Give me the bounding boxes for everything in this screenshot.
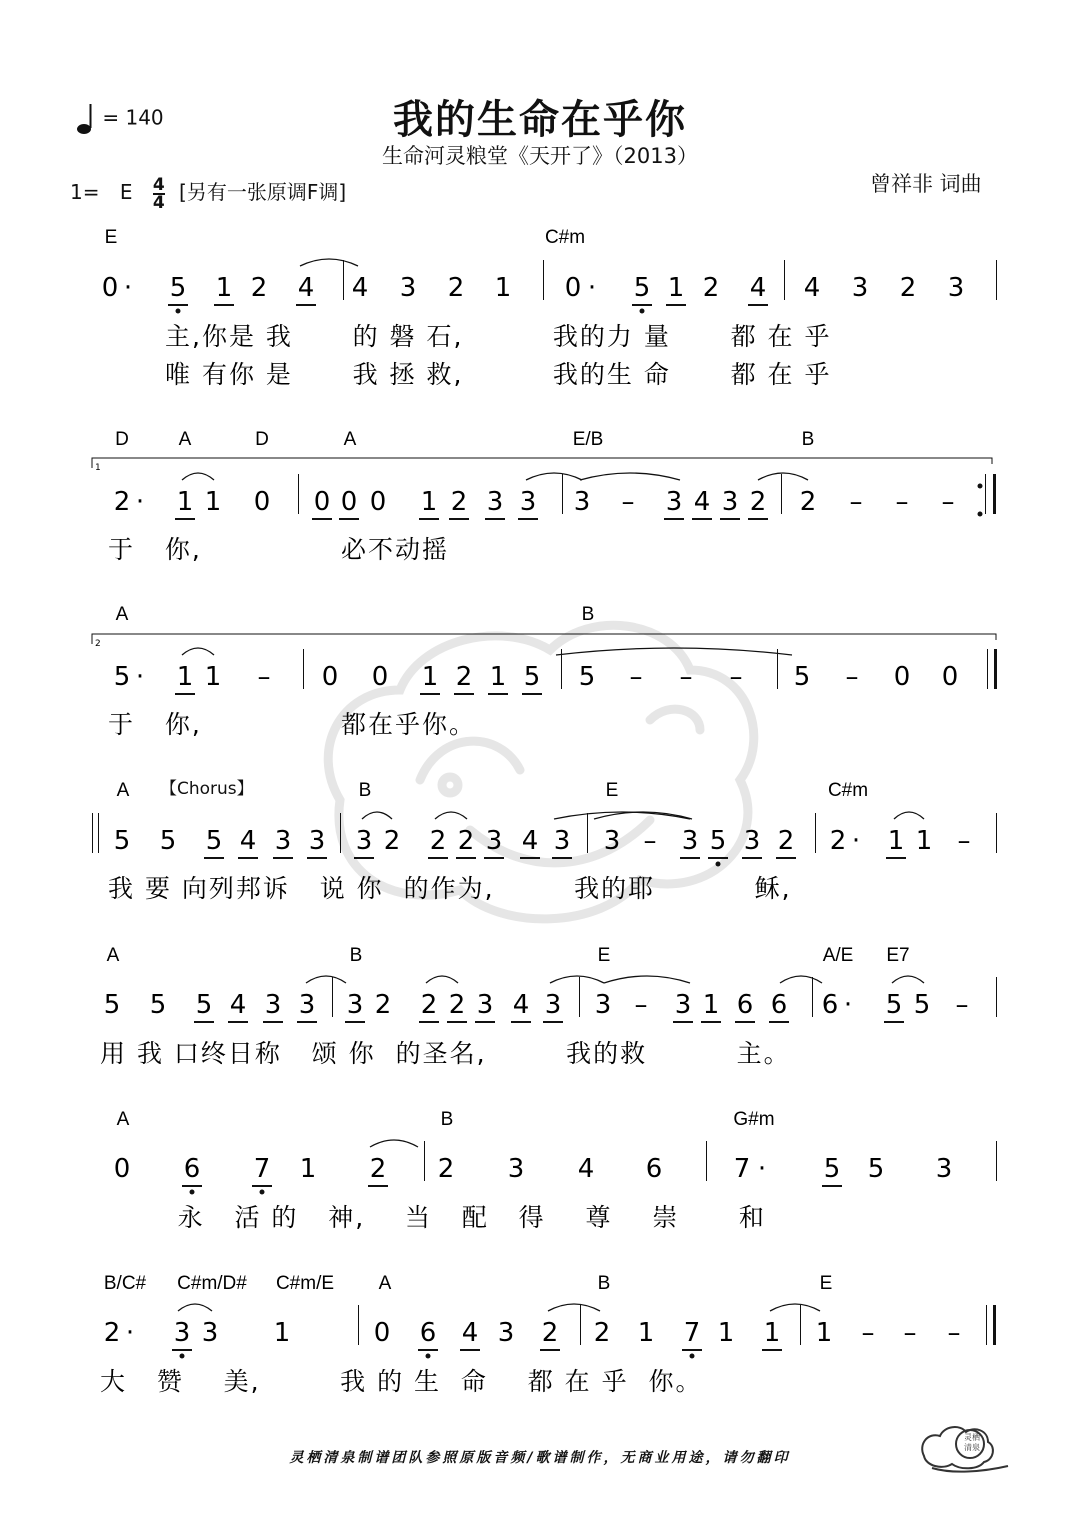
note: 4 [749, 273, 767, 303]
note: 1 [215, 273, 233, 303]
note: 5 [159, 826, 177, 856]
key-letter: E [119, 180, 133, 204]
note: 2 [113, 487, 131, 517]
lyric-line: 于 你, 必不动摇 [108, 535, 450, 564]
bar-line [996, 1141, 997, 1181]
note: 5 [709, 826, 727, 856]
slur [526, 473, 582, 480]
repeat-dot [978, 484, 983, 489]
note: 1 [637, 1318, 655, 1348]
note: 2 [374, 990, 392, 1020]
slur [604, 976, 690, 983]
note: 7 [253, 1154, 271, 1184]
note: 5 [578, 662, 596, 692]
note: 5 [113, 826, 131, 856]
note: · [135, 662, 145, 692]
note: 5 [103, 990, 121, 1020]
low-octave-dot [716, 862, 721, 867]
chord-symbol: C#m/E [275, 1273, 335, 1294]
bar-line [800, 1305, 801, 1345]
note: – [895, 487, 909, 517]
bar-line [562, 474, 563, 514]
note: – [679, 662, 693, 692]
bar-line [340, 813, 341, 853]
note: 0 [253, 487, 271, 517]
bar-line [332, 977, 333, 1017]
bar-line [996, 977, 997, 1017]
slur [178, 1304, 212, 1311]
chord-symbol: E [597, 945, 611, 966]
repeat-dot [978, 512, 983, 517]
time-bottom: 4 [152, 192, 165, 213]
note: – [941, 487, 955, 517]
footer-note: 灵栖清泉制谱团队参照原版音频/歌谱制作，无商业用途，请勿翻印 [289, 1450, 791, 1466]
bar-line [543, 260, 544, 300]
bar-line [993, 1305, 996, 1345]
note: 2 [420, 990, 438, 1020]
bar-line [985, 474, 986, 514]
low-octave-dot [426, 1354, 431, 1359]
bar-line [815, 813, 816, 853]
slur [426, 976, 458, 983]
chorus-label: 【Chorus】 [160, 779, 254, 799]
chord-symbol: G#m [733, 1109, 775, 1130]
note: 3 [544, 990, 562, 1020]
note: 3 [173, 1318, 191, 1348]
chord-symbol: B [581, 604, 595, 625]
svg-text:灵栖: 灵栖 [964, 1433, 980, 1442]
note: 3 [274, 826, 292, 856]
note: 1 [717, 1318, 735, 1348]
bar-line [303, 649, 304, 689]
note: 4 [803, 273, 821, 303]
slur [370, 1140, 418, 1147]
note: · [125, 1318, 135, 1348]
slur [892, 976, 924, 983]
chord-symbol: B [440, 1109, 454, 1130]
note: – [634, 990, 648, 1020]
bar-line [812, 977, 813, 1017]
volta-number: 1 [95, 463, 101, 473]
note: 1 [273, 1318, 291, 1348]
note: 3 [594, 990, 612, 1020]
note: 5 [633, 273, 651, 303]
note: 1 [176, 662, 194, 692]
note: 7 [683, 1318, 701, 1348]
note: 5 [823, 1154, 841, 1184]
note: 5 [149, 990, 167, 1020]
note: – [861, 1318, 875, 1348]
note: · [851, 826, 861, 856]
note: 1 [420, 487, 438, 517]
note: 0 [564, 273, 582, 303]
chord-symbol: E [819, 1273, 833, 1294]
note: 0 [321, 662, 339, 692]
low-octave-dot [176, 309, 181, 314]
note: – [957, 826, 971, 856]
chord-symbol: E [605, 780, 619, 801]
note: 0 [369, 487, 387, 517]
note: 0 [373, 1318, 391, 1348]
lyric-line: 唯 有你 是 我 拯 救, 我的生 命 都 在 乎 [165, 360, 832, 389]
note: 2 [702, 273, 720, 303]
chord-symbol: A [178, 429, 192, 450]
key-prefix: 1= [70, 180, 100, 204]
chord-symbol: A [106, 945, 120, 966]
note: 2 [250, 273, 268, 303]
note: 2 [455, 662, 473, 692]
bar-line [777, 649, 778, 689]
chord-symbol: E7 [886, 945, 910, 966]
note: · [843, 990, 853, 1020]
note: 0 [371, 662, 389, 692]
slur [435, 812, 467, 819]
note: – [955, 990, 969, 1020]
note: – [849, 487, 863, 517]
bar-line [343, 260, 344, 300]
slur [556, 648, 792, 655]
slur [770, 1304, 820, 1311]
slur [780, 976, 822, 983]
note: 3 [553, 826, 571, 856]
note: 5 [793, 662, 811, 692]
note: 1 [494, 273, 512, 303]
note: · [757, 1154, 767, 1184]
low-octave-dot [260, 1190, 265, 1195]
svg-text:清泉: 清泉 [964, 1443, 980, 1452]
lyric-line: 永 活 的 神, 当 配 得 尊 崇 和 [108, 1203, 766, 1232]
note: 3 [721, 487, 739, 517]
note: 2 [429, 826, 447, 856]
note: 3 [519, 487, 537, 517]
chord-symbol: C#m [827, 780, 869, 801]
note: 2 [777, 826, 795, 856]
bar-line [579, 977, 580, 1017]
note: 1 [667, 273, 685, 303]
note: 4 [461, 1318, 479, 1348]
lyric-line: 我 要 向列邦诉 说 你 的作为, 我的耶 稣, [108, 874, 792, 903]
chord-symbol: B [358, 780, 372, 801]
note: 6 [183, 1154, 201, 1184]
slur [182, 648, 214, 655]
note: 3 [947, 273, 965, 303]
note: 4 [297, 273, 315, 303]
note: 2 [899, 273, 917, 303]
note: 0 [101, 273, 119, 303]
bar-line [994, 649, 997, 689]
note: 1 [204, 662, 222, 692]
note: 0 [313, 487, 331, 517]
note: 0 [113, 1154, 131, 1184]
note: 3 [851, 273, 869, 303]
bar-line [986, 1305, 987, 1345]
note: – [621, 487, 635, 517]
note: 2 [829, 826, 847, 856]
slur [550, 976, 604, 983]
note: 1 [702, 990, 720, 1020]
low-octave-dot [640, 309, 645, 314]
note: 0 [893, 662, 911, 692]
note: 4 [351, 273, 369, 303]
lyric-line: 大 赞 美, 我 的 生 命 都 在 乎 你。 [100, 1367, 703, 1396]
note: – [729, 662, 743, 692]
volta-bracket [92, 634, 996, 644]
note: 2 [437, 1154, 455, 1184]
note: 6 [821, 990, 839, 1020]
note: 4 [577, 1154, 595, 1184]
note: 3 [476, 990, 494, 1020]
note: 2 [457, 826, 475, 856]
note: 1 [763, 1318, 781, 1348]
note: 2 [541, 1318, 559, 1348]
bar-line [993, 474, 996, 514]
note: · [123, 273, 133, 303]
slur [758, 473, 808, 480]
note: 3 [674, 990, 692, 1020]
note: 3 [486, 487, 504, 517]
note: 2 [369, 1154, 387, 1184]
note: 6 [645, 1154, 663, 1184]
bar-line [580, 1305, 581, 1345]
note: 3 [346, 990, 364, 1020]
note: 4 [521, 826, 539, 856]
chord-symbol: B/C# [103, 1273, 147, 1294]
note: 5 [913, 990, 931, 1020]
note: 2 [593, 1318, 611, 1348]
bar-line [587, 813, 588, 853]
bar-line [298, 474, 299, 514]
note: 0 [941, 662, 959, 692]
bar-line [781, 474, 782, 514]
note: 1 [915, 826, 933, 856]
note: 3 [573, 487, 591, 517]
slur [548, 1304, 600, 1311]
note: 5 [169, 273, 187, 303]
slur [306, 976, 346, 983]
note: 5 [205, 826, 223, 856]
bar-line [98, 813, 99, 853]
chord-symbol: D [115, 429, 129, 450]
chord-symbol: C#m [544, 227, 586, 248]
note: 3 [743, 826, 761, 856]
low-octave-dot [690, 1354, 695, 1359]
chord-symbol: A/E [822, 945, 854, 966]
lyric-line: 用 我 口终日称 颂 你 的圣名, 我的救 主。 [100, 1039, 791, 1068]
chord-symbol: B [801, 429, 815, 450]
note: 2 [103, 1318, 121, 1348]
bar-line [358, 1305, 359, 1345]
chord-symbol: E/B [572, 429, 604, 450]
note: 3 [507, 1154, 525, 1184]
bar-line [784, 260, 785, 300]
key-note: [另有一张原调F调] [179, 180, 347, 204]
note: 3 [298, 990, 316, 1020]
chord-symbol: C#m/D# [177, 1273, 247, 1294]
note: 4 [229, 990, 247, 1020]
note: 4 [512, 990, 530, 1020]
chord-symbol: B [349, 945, 363, 966]
note: 0 [340, 487, 358, 517]
note: 3 [485, 826, 503, 856]
note: 6 [736, 990, 754, 1020]
note: 6 [770, 990, 788, 1020]
chord-symbol: A [378, 1273, 392, 1294]
chord-symbol: A [343, 429, 357, 450]
volta-number: 2 [95, 639, 101, 649]
slur [894, 812, 924, 819]
chord-symbol: A [116, 1109, 130, 1130]
note: 3 [399, 273, 417, 303]
composer-credit: 曾祥非 词曲 [870, 172, 982, 196]
note: 3 [201, 1318, 219, 1348]
note: 2 [450, 487, 468, 517]
note: 2 [383, 826, 401, 856]
note: 5 [195, 990, 213, 1020]
slur [362, 812, 392, 819]
note: 5 [885, 990, 903, 1020]
note: 1 [421, 662, 439, 692]
note: 3 [355, 826, 373, 856]
note: 2 [447, 273, 465, 303]
bar-line [706, 1141, 707, 1181]
tempo-value: = 140 [102, 105, 164, 130]
bar-line [996, 813, 997, 853]
note: 4 [239, 826, 257, 856]
note: – [643, 826, 657, 856]
note: · [135, 487, 145, 517]
note: 1 [176, 487, 194, 517]
note: – [629, 662, 643, 692]
note: 3 [308, 826, 326, 856]
note: · [587, 273, 597, 303]
note: – [845, 662, 859, 692]
note: 2 [749, 487, 767, 517]
note: 1 [489, 662, 507, 692]
note: 6 [419, 1318, 437, 1348]
note: 5 [867, 1154, 885, 1184]
note: 1 [299, 1154, 317, 1184]
note: 5 [523, 662, 541, 692]
note: 5 [113, 662, 131, 692]
chord-symbol: A [116, 780, 130, 801]
note: – [903, 1318, 917, 1348]
note: 3 [497, 1318, 515, 1348]
note: – [257, 662, 271, 692]
chord-symbol: A [115, 604, 129, 625]
note: 3 [681, 826, 699, 856]
bar-line [92, 813, 93, 853]
bar-line [987, 649, 988, 689]
bar-line [424, 1141, 425, 1181]
lyric-line: 于 你, 都在乎你。 [108, 710, 477, 739]
slur [182, 473, 214, 480]
note: 1 [204, 487, 222, 517]
chord-symbol: B [597, 1273, 611, 1294]
lyric-line: 主,你是 我 的 磐 石, 我的力 量 都 在 乎 [165, 322, 832, 351]
song-subtitle: 生命河灵粮堂《天开了》（2013） [382, 144, 698, 168]
note: – [947, 1318, 961, 1348]
note: 1 [815, 1318, 833, 1348]
chord-symbol: D [255, 429, 269, 450]
note: 3 [603, 826, 621, 856]
note: 1 [887, 826, 905, 856]
time-top: 4 [152, 174, 165, 195]
sheep-logo [912, 1416, 1012, 1474]
song-title: 我的生命在乎你 [393, 97, 687, 143]
chord-symbol: E [104, 227, 118, 248]
note: 7 [733, 1154, 751, 1184]
slur [300, 259, 358, 266]
low-octave-dot [180, 1354, 185, 1359]
low-octave-dot [190, 1190, 195, 1195]
slur [580, 473, 680, 480]
note: 2 [448, 990, 466, 1020]
note: 2 [799, 487, 817, 517]
note: 4 [693, 487, 711, 517]
note: 3 [935, 1154, 953, 1184]
bar-line [996, 260, 997, 300]
note: 3 [665, 487, 683, 517]
note: 3 [264, 990, 282, 1020]
volta-bracket [92, 458, 992, 468]
